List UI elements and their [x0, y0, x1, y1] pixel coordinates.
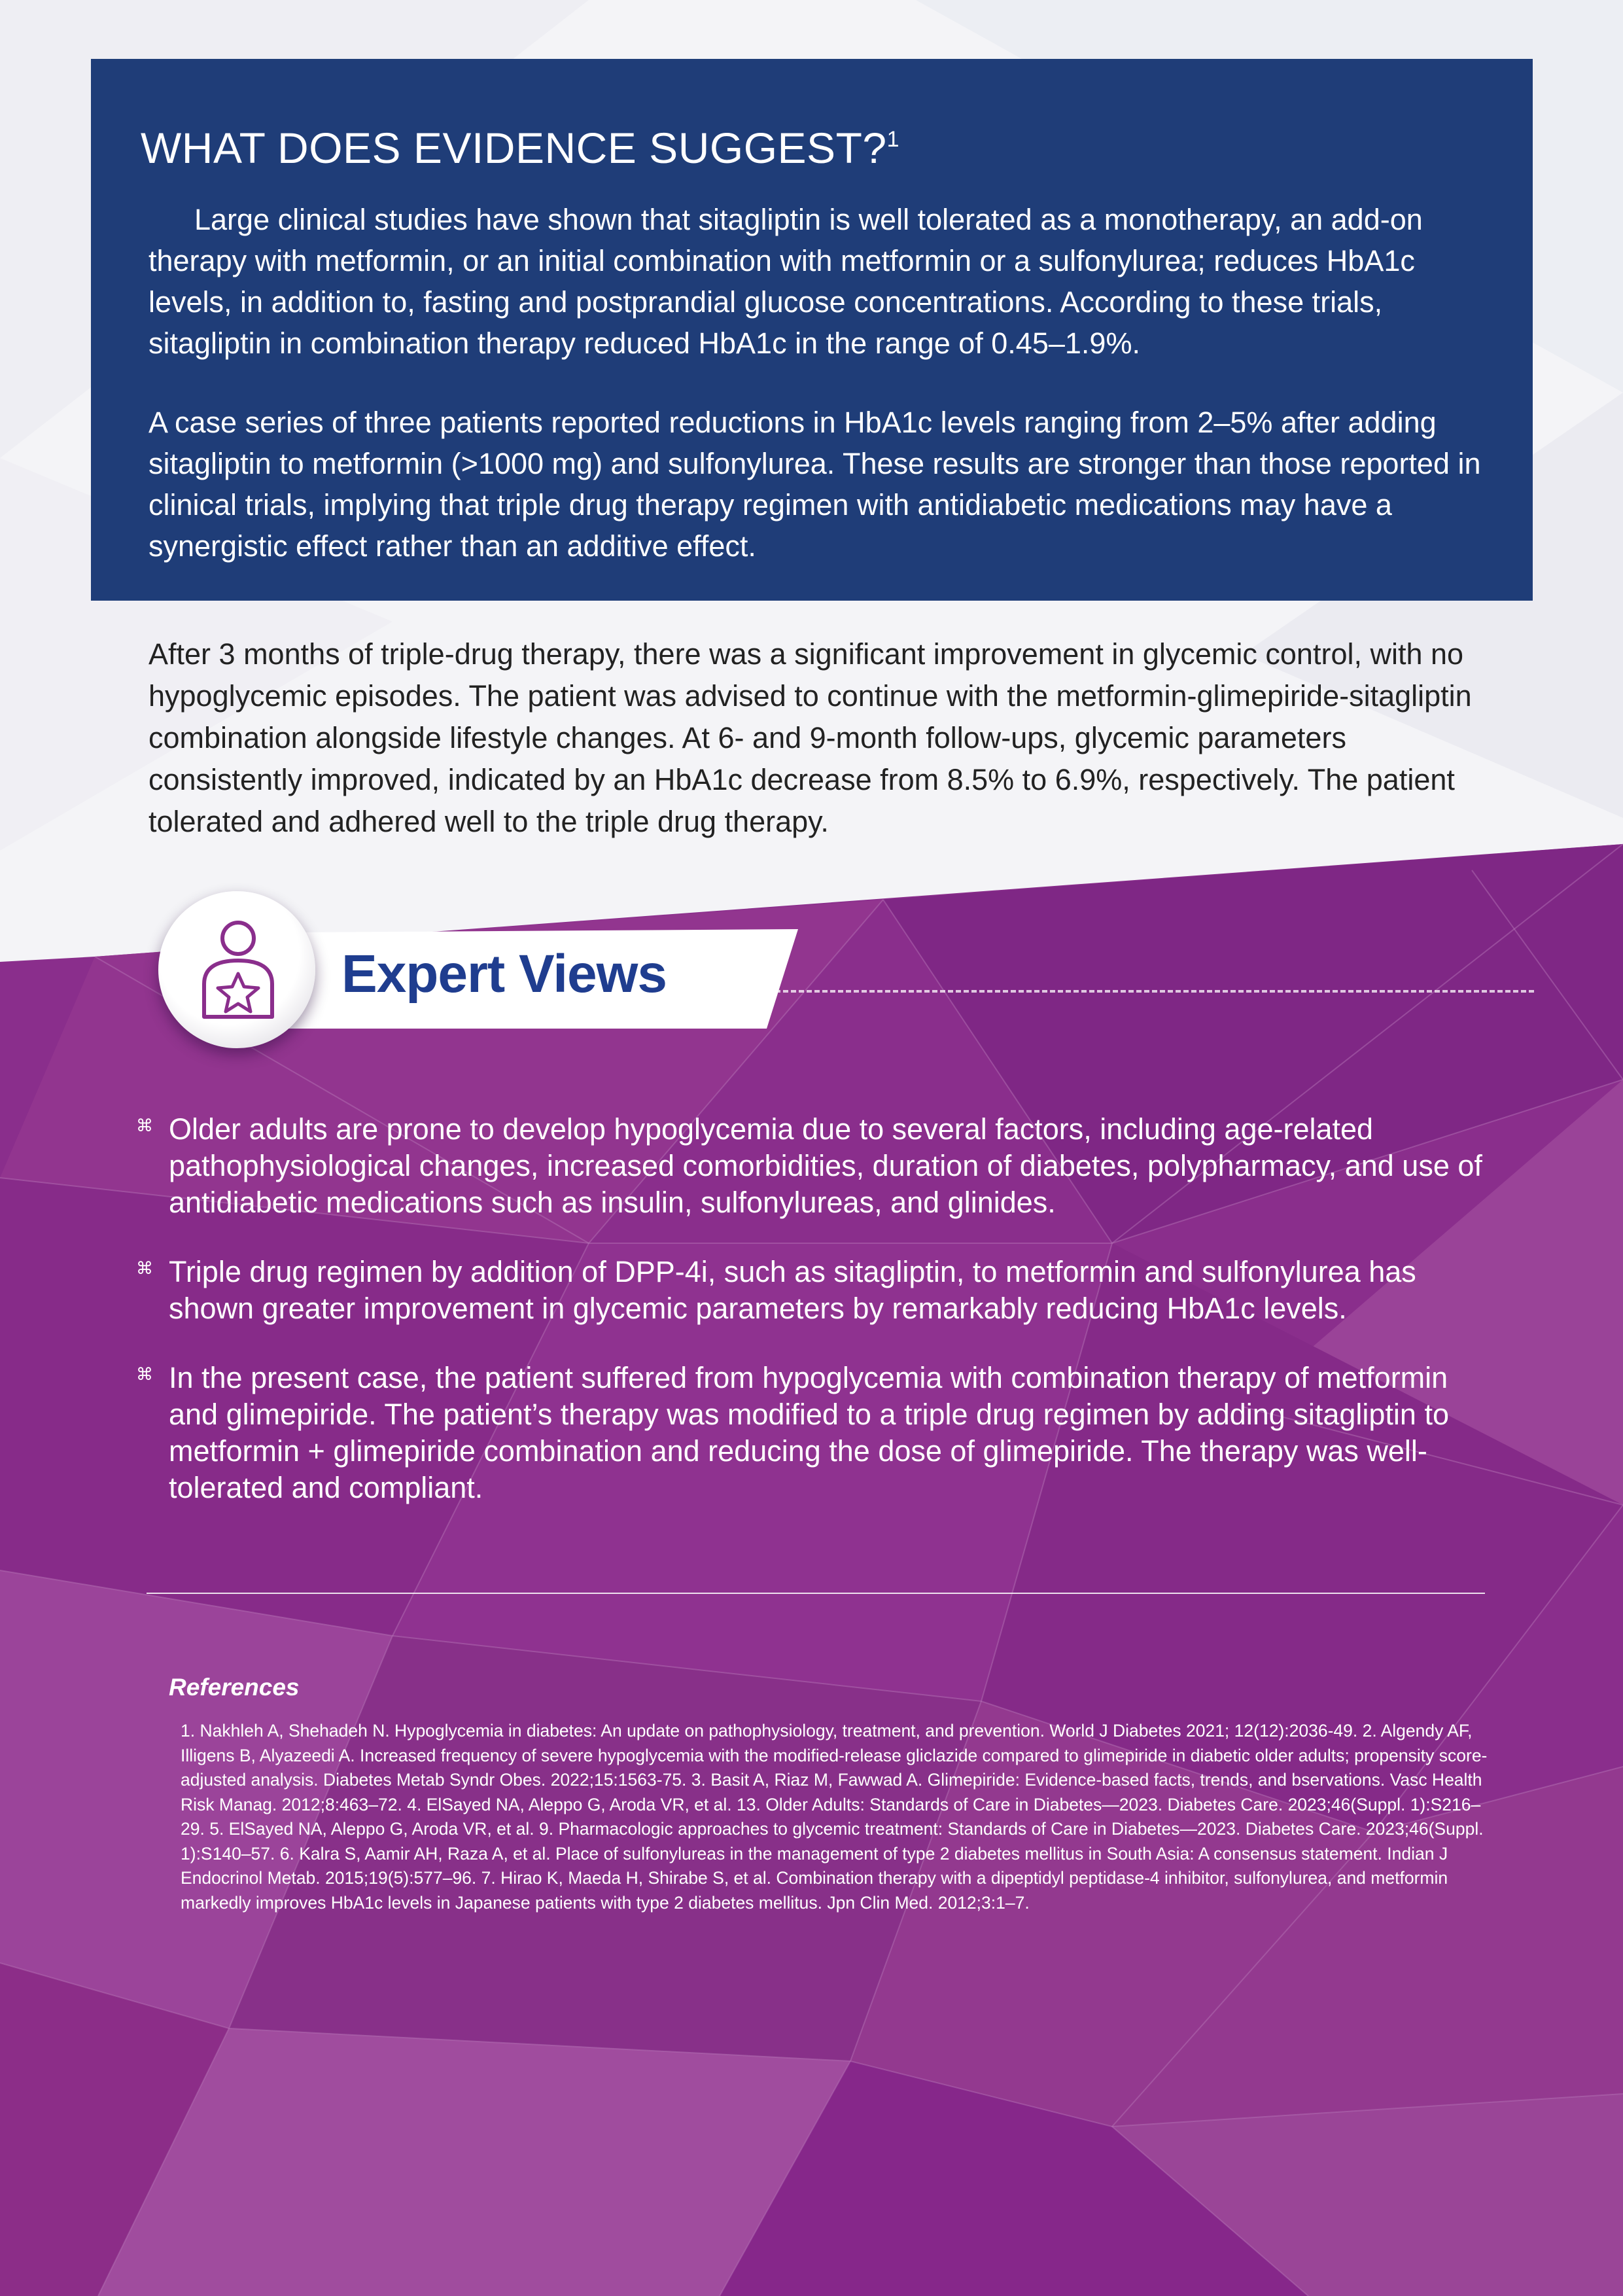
command-bullet-icon: ⌘ [136, 1116, 153, 1135]
expert-point-text: In the present case, the patient suffered from hypoglycemia with combination therapy of metformin and glimepiride. The patient’s therapy was modified to a triple drug regimen by adding sitagliptin to metformin + glimepiride combination and reducing the dose of glimepiride. The therapy was well-tolerated and compliant. [169, 1361, 1449, 1504]
expert-badge [158, 891, 315, 1048]
references-text: 1. Nakhleh A, Shehadeh N. Hypoglycemia in diabetes: An update on pathophysiology, treatment, and prevention. World J Diabetes 2021; 12(12):2036-49. 2. Algendy AF, Illigens B, Alyazeedi A. Increased frequency of severe hypoglycemia with the modified-release gliclazide compared to glimepiride in diabetic older adults; propensity score-adjusted analysis. Diabetes Metab Syndr Obes. 2022;15:1563-75. 3. Basit A, Riaz M, Fawwad A. Glimepiride: Evidence-based facts, trends, and bservations. Vasc Health Risk Manag. 2012;8:463–72. 4. ElSayed NA, Aleppo G, Aroda VR, et al. 13. Older Adults: Standards of Care in Diabetes—2023. Diabetes Care. 2023;46(Suppl. 1):S216–29. 5. ElSayed NA, Aleppo G, Aroda VR, et al. 9. Pharmacologic approaches to glycemic treatment: Standards of Care in Diabetes—2023. Diabetes Care. 2023;46(Suppl. 1):S140–57. 6. Kalra S, Aamir AH, Raza A, et al. Place of sulfonylureas in the management of type 2 diabetes mellitus in South Asia: A consensus statement. Indian J Endocrinol Metab. 2015;19(5):577–96. 7. Hirao K, Maeda H, Shirabe S, et al. Combination therapy with a dipeptidyl peptidase-4 inhibitor, sulfonylurea, and metformin markedly improves HbA1c levels in Japanese patients with type 2 diabetes mellitus. Jpn Clin Med. 2012;3:1–7. [181, 1721, 1488, 1913]
section-divider [147, 1593, 1485, 1594]
expert-point-text: Triple drug regimen by addition of DPP-4i, such as sitagliptin, to metformin and sulfonylurea has shown greater improvement in glycemic parameters by remarkably reducing HbA1c levels. [169, 1255, 1416, 1325]
expert-point [136, 1360, 1503, 1506]
expert-points-list [136, 1111, 1503, 1539]
outcome-paragraph: After 3 months of triple-drug therapy, there was a significant improvement in glycemic control, with no hypoglycemic episodes. The patient was advised to continue with the metformin-glimepiride-sitagliptin combination alongside lifestyle changes. At 6- and 9-month follow-ups, glycemic parameters consistently improved, indicated by an HbA1c decrease from 8.5% to 6.9%, respectively. The patient tolerated and adhered well to the triple drug therapy. [148, 637, 1472, 838]
references-heading: References [169, 1674, 300, 1701]
evidence-title: WHAT DOES EVIDENCE SUGGEST?$^1$ [141, 124, 900, 172]
expert-views-title: Expert Views [341, 944, 667, 1004]
expert-point [136, 1111, 1503, 1221]
evidence-paragraph-2: A case series of three patients reported reductions in HbA1c levels ranging from 2–5% after adding sitagliptin to metformin (>1000 mg) and sulfonylurea. These results are stronger than those reported in clinical trials, implying that triple drug therapy regimen with antidiabetic medications may have a synergistic effect rather than an additive effect. [148, 406, 1481, 563]
expert-point [136, 1254, 1503, 1327]
evidence-paragraph-1: Large clinical studies have shown that sitagliptin is well tolerated as a monotherapy, an add-on therapy with metformin, or an initial combination with metformin or a sulfonylurea; reduces HbA1c levels, in addition to, fasting and postprandial glucose concentrations. According to these trials, sitagliptin in combination therapy reduced HbA1c in the range of 0.45–1.9%. [148, 203, 1423, 360]
command-bullet-icon: ⌘ [136, 1258, 153, 1278]
expert-point-text: Older adults are prone to develop hypoglycemia due to several factors, including age-related pathophysiological changes, increased comorbidities, duration of diabetes, polypharmacy, and use of antidiabetic medications such as insulin, sulfonylureas, and glinides. [169, 1112, 1482, 1219]
evidence-box [91, 59, 1533, 601]
banner-dashed-line [775, 990, 1534, 993]
person-star-icon [192, 919, 284, 1023]
evidence-title-superscript: 1 [886, 127, 900, 152]
command-bullet-icon: ⌘ [136, 1364, 153, 1384]
